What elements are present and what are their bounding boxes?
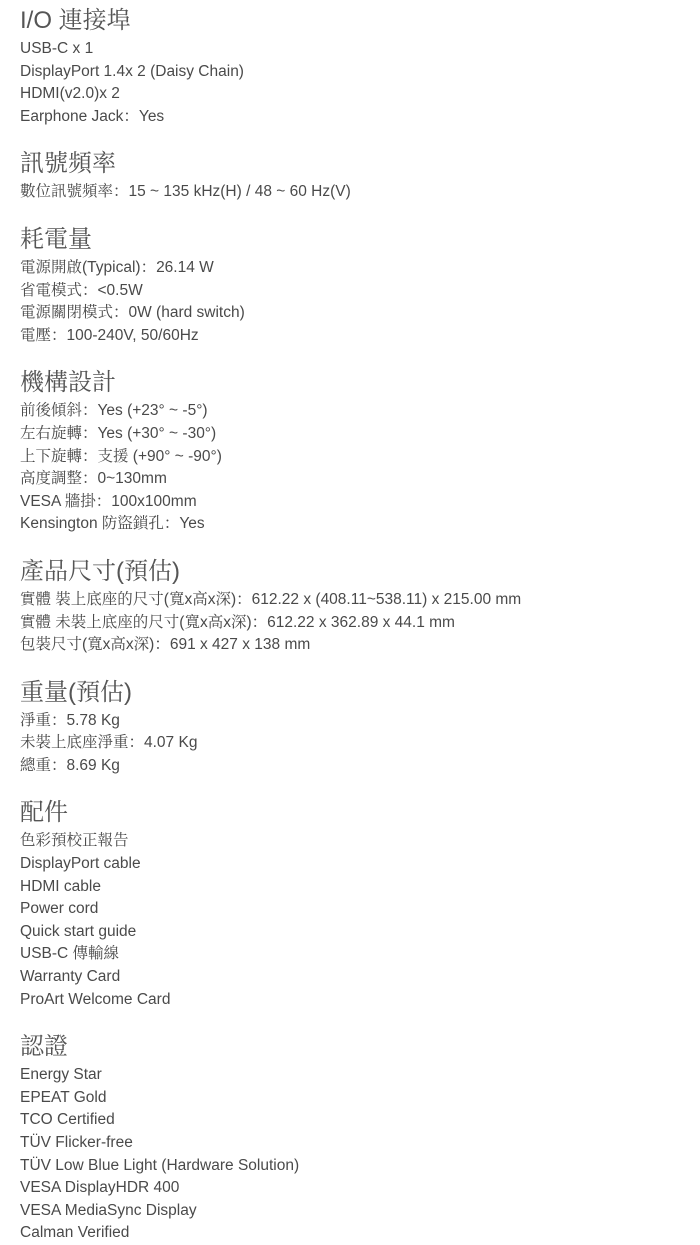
- section-power-consumption: [20, 223, 700, 347]
- spec-item: Kensington 防盜鎖孔：Yes: [20, 515, 205, 533]
- spec-item: 省電模式：<0.5W: [20, 281, 143, 299]
- spec-item: 數位訊號頻率：15 ~ 135 kHz(H) / 48 ~ 60 Hz(V): [20, 183, 351, 201]
- spec-item: 包裝尺寸(寬x高x深)：691 x 427 x 138 mm: [20, 636, 311, 654]
- spec-item: Quick start guide: [20, 922, 137, 940]
- spec-item: 高度調整：0~130mm: [20, 470, 167, 488]
- spec-item: EPEAT Gold: [20, 1088, 107, 1106]
- spec-item: HDMI cable: [20, 877, 101, 895]
- spec-item: USB-C 傳輸線: [20, 945, 120, 963]
- section-accessories: [20, 796, 700, 1011]
- spec-item: VESA MediaSync Display: [20, 1201, 197, 1219]
- spec-item: USB-C x 1: [20, 40, 94, 57]
- spec-item: Warranty Card: [20, 968, 121, 986]
- section-product-dimensions: [20, 555, 700, 657]
- spec-item: ProArt Welcome Card: [20, 990, 171, 1008]
- spec-item: 左右旋轉：Yes (+30° ~ -30°): [20, 424, 217, 442]
- section-title: 機構設計: [20, 369, 116, 397]
- section-title: 配件: [20, 799, 68, 827]
- spec-item: 未裝上底座淨重：4.07 Kg: [20, 734, 198, 752]
- section-mechanical-design: [20, 366, 700, 536]
- spec-item: HDMI(v2.0)x 2: [20, 85, 120, 103]
- spec-item: 電源關閉模式：0W (hard switch): [20, 304, 245, 322]
- spec-item: 實體 未裝上底座的尺寸(寬x高x深)：612.22 x 362.89 x 44.1 mm: [20, 613, 455, 631]
- spec-item: TÜV Flicker-free: [20, 1134, 133, 1151]
- spec-item: VESA 牆掛：100x100mm: [20, 492, 197, 510]
- spec-item: TÜV Low Blue Light (Hardware Solution): [20, 1156, 300, 1174]
- spec-item: 總重：8.69 Kg: [20, 756, 120, 774]
- spec-item: 電壓：100-240V, 50/60Hz: [20, 326, 199, 344]
- spec-item: VESA DisplayHDR 400: [20, 1179, 180, 1197]
- section-title: 產品尺寸(預估): [20, 557, 180, 585]
- spec-item: Earphone Jack：Yes: [20, 107, 165, 125]
- spec-item: DisplayPort cable: [20, 855, 141, 873]
- spec-item: Calman Verified: [20, 1224, 130, 1242]
- section-weight: [20, 676, 700, 778]
- spec-item: 上下旋轉：支援 (+90° ~ -90°): [20, 447, 222, 465]
- spec-item: 色彩預校正報告: [20, 832, 129, 850]
- section-signal-frequency: [20, 147, 700, 204]
- section-title: 訊號頻率: [20, 150, 116, 178]
- spec-item: 淨重：5.78 Kg: [20, 711, 120, 729]
- spec-item: 電源開啟(Typical)：26.14 W: [20, 258, 214, 276]
- section-certifications: [20, 1030, 700, 1245]
- section-title: 耗電量: [20, 225, 92, 253]
- section-io-ports: [20, 4, 700, 128]
- spec-item: Power cord: [20, 900, 99, 918]
- spec-item: 前後傾斜：Yes (+23° ~ -5°): [20, 402, 208, 420]
- spec-item: Energy Star: [20, 1066, 102, 1084]
- section-title: I/O 連接埠: [20, 7, 131, 34]
- section-title: 重量(預估): [20, 678, 132, 706]
- spec-item: 實體 裝上底座的尺寸(寬x高x深)：612.22 x (408.11~538.11) x 215.00 mm: [20, 590, 522, 608]
- spec-item: TCO Certified: [20, 1111, 115, 1129]
- spec-item: DisplayPort 1.4x 2 (Daisy Chain): [20, 62, 244, 80]
- section-title: 認證: [20, 1033, 68, 1061]
